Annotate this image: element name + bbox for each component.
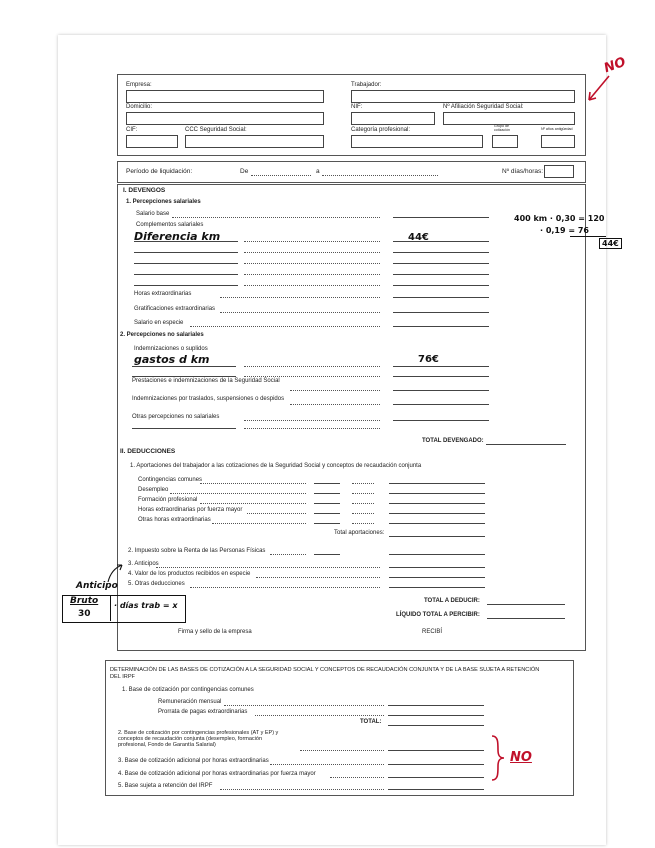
aportaciones-label: 1. Aportaciones del trabajador a las cotizaciones de la Seguridad Social y conceptos de recaudación conjunta [130, 463, 422, 469]
anticipos-dots [156, 567, 380, 568]
deducciones-title: II. DEDUCCIONES [120, 448, 176, 455]
deduccion-item-3-amount[interactable] [389, 513, 485, 514]
irpf-dots [270, 554, 306, 555]
base-item-3-dots [270, 764, 384, 765]
base-item-5-amount[interactable] [388, 789, 484, 790]
antiguedad-field[interactable] [541, 135, 575, 148]
complemento-row-2-amount[interactable] [393, 252, 489, 253]
gratificaciones-label: Gratificaciones extraordinarias [134, 306, 216, 312]
liquido-label: LÍQUIDO TOTAL A PERCIBIR: [396, 612, 480, 618]
bases-total-label: TOTAL: [360, 719, 382, 725]
otras-deducciones-dots [190, 587, 380, 588]
horas-extra-dots [220, 297, 380, 298]
base-item-4: 4. Base de cotización adicional por horas extraordinarias por fuerza mayor [118, 771, 316, 777]
anticipos-label: 3. Anticipos [128, 561, 159, 567]
deduccion-item-2-dots [200, 503, 306, 504]
salario-base-label: Salario base [136, 211, 170, 217]
complemento-row-3-amount[interactable] [393, 263, 489, 264]
handwritten-no-bottom: NO [510, 750, 532, 765]
complemento-row-5-dots [244, 285, 380, 286]
deduccion-item-4-amount[interactable] [389, 523, 485, 524]
handwritten-calc-line2: · 0,19 = 76 [540, 226, 589, 235]
cif-label: CIF: [126, 127, 138, 133]
periodo-a-line[interactable] [322, 175, 438, 176]
nif-label: NIF: [351, 104, 363, 110]
base-item-2-dots [300, 750, 384, 751]
empresa-label: Empresa: [126, 82, 152, 88]
traslados-amount[interactable] [393, 404, 489, 405]
salario-especie-label: Salario en especie [134, 320, 184, 326]
total-devengado-label: TOTAL DEVENGADO: [422, 438, 484, 444]
no-salariales-title: 2. Percepciones no salariales [120, 332, 204, 338]
periodo-a: a [316, 168, 320, 175]
recibi-label: RECIBÍ [422, 629, 443, 635]
handwritten-dias-trab: · días trab = x [114, 601, 178, 610]
remuneracion-dots [224, 705, 384, 706]
periodo-de-line[interactable] [251, 175, 311, 176]
total-devengado-amount[interactable] [486, 444, 566, 445]
firma-label: Firma y sello de la empresa [178, 629, 252, 635]
salario-base-amount[interactable] [393, 217, 489, 218]
trabajador-field[interactable] [351, 90, 575, 103]
indemnizacion-row-1-dots [244, 366, 380, 367]
deduccion-item-2: Formación profesional [138, 497, 198, 503]
handwritten-no-top: NO [602, 54, 628, 77]
remuneracion-label: Remuneración mensual [158, 699, 222, 705]
prestaciones-label: Prestaciones e indemnizaciones de la Seguridad Social [132, 378, 280, 384]
prorrata-label: Prorrata de pagas extraordinarias [158, 709, 248, 715]
dias-field[interactable] [544, 165, 574, 178]
cif-field[interactable] [126, 135, 178, 148]
otras-percepciones-label: Otras percepciones no salariales [132, 414, 220, 420]
salario-base-dots [172, 217, 380, 218]
categoria-label: Categoría profesional: [351, 127, 411, 133]
deduccion-item-3: Horas extraordinarias por fuerza mayor [138, 507, 243, 513]
deduccion-item-4-base [352, 523, 374, 524]
total-deducir-amount[interactable] [487, 604, 565, 605]
nif-field[interactable] [351, 112, 435, 125]
deduccion-item-4: Otras horas extraordinarias [138, 517, 211, 523]
remuneracion-amount[interactable] [388, 705, 484, 706]
complementos-label: Complementos salariales [136, 222, 204, 228]
gratificaciones-amount[interactable] [393, 312, 489, 313]
periodo-label: Período de liquidación: [126, 168, 193, 175]
red-arrow-icon [585, 70, 613, 110]
complemento-row-4-amount[interactable] [393, 274, 489, 275]
deduccion-item-3-base [352, 513, 374, 514]
base-item-3: 3. Base de cotización adicional por horas extraordinarias [118, 758, 269, 764]
indemnizaciones-label: Indemnizaciones o suplidos [134, 346, 208, 352]
deduccion-item-2-base [352, 503, 374, 504]
prestaciones-amount[interactable] [393, 390, 489, 391]
base-item-5: 5. Base sujeta a retención del IRPF [118, 783, 213, 789]
indemnizacion-row-2-dots [244, 376, 380, 377]
complemento-row-4-name[interactable] [134, 274, 238, 275]
deduccion-item-1: Desempleo [138, 487, 169, 493]
horas-extra-amount[interactable] [393, 297, 489, 298]
deduccion-item-1-amount[interactable] [389, 493, 485, 494]
deduccion-item-2-pct[interactable] [314, 503, 340, 504]
indemnizacion-row-1-amount[interactable] [393, 366, 489, 367]
base-item-5-dots [220, 789, 384, 790]
deduccion-item-0-amount[interactable] [389, 483, 485, 484]
afiliacion-label: Nº Afiliación Seguridad Social: [443, 104, 524, 110]
base-item-2-amount[interactable] [388, 750, 484, 751]
handwritten-thirty: 30 [78, 609, 91, 619]
empresa-field[interactable] [126, 90, 324, 103]
antiguedad-label: Nº años antigüedad [541, 127, 573, 131]
base-item-4-amount[interactable] [388, 777, 484, 778]
devengos-title: I. DEVENGOS [123, 187, 166, 194]
liquido-amount[interactable] [487, 618, 565, 619]
bases-total-amount[interactable] [388, 725, 484, 726]
handwritten-bruto: Bruto [70, 596, 99, 606]
handwritten-diferencia-km: Diferencia km [134, 230, 221, 243]
otras-deducciones-amount[interactable] [389, 587, 485, 588]
base-item-2-l3: profesional, Fondo de Garantía Salarial) [118, 742, 216, 748]
deduccion-item-1-base [352, 493, 374, 494]
irpf-label: 2. Impuesto sobre la Renta de las Personas Físicas [128, 548, 266, 554]
handwritten-calc-line1: 400 km · 0,30 = 120 [514, 214, 605, 223]
deduccion-item-1-pct[interactable] [314, 493, 340, 494]
grupo-label: Grupo de cotización [494, 124, 510, 132]
ccc-label: CCC Seguridad Social: [185, 127, 247, 133]
salario-especie-amount[interactable] [393, 326, 489, 327]
base-item-2-l1: 2. Base de cotización por contingencias profesionales (AT y EP) y [118, 730, 279, 736]
bases-title-1: DETERMINACIÓN DE LAS BASES DE COTIZACIÓN A LA SEGURIDAD SOCIAL Y CONCEPTOS DE RECAUDACIÓN CONJUNTA Y DE LA BASE SUJETA A RETENCIÓN [110, 667, 540, 673]
complemento-row-2-dots [244, 252, 380, 253]
deduccion-item-1-dots [170, 493, 306, 494]
categoria-field[interactable] [351, 135, 483, 148]
complemento-row-1-dots [244, 241, 380, 242]
trabajador-label: Trabajador: [351, 82, 382, 88]
total-aportaciones-amount[interactable] [389, 536, 485, 537]
deduccion-item-2-amount[interactable] [389, 503, 485, 504]
complemento-row-5-name[interactable] [134, 285, 238, 286]
valor-productos-dots [256, 577, 380, 578]
complemento-row-4-dots [244, 274, 380, 275]
base-item-3-amount[interactable] [388, 764, 484, 765]
total-aportaciones-label: Total aportaciones: [334, 530, 385, 536]
complemento-row-5-amount[interactable] [393, 285, 489, 286]
base-item-1: 1. Base de cotización por contingencias comunes [122, 687, 254, 693]
deduccion-item-0: Contingencias comunes [138, 477, 203, 483]
handwritten-amount-76: 76€ [418, 354, 439, 365]
bruto-divider [110, 595, 111, 621]
salario-especie-dots [190, 326, 380, 327]
domicilio-field[interactable] [126, 112, 324, 125]
calc-underline [570, 236, 606, 237]
salariales-title: 1. Percepciones salariales [126, 199, 201, 205]
handwritten-anticipo: Anticipo [76, 581, 118, 591]
indemnizacion-row-2-amount[interactable] [393, 376, 489, 377]
otras-percepciones-dots [244, 420, 380, 421]
prorrata-amount[interactable] [388, 715, 484, 716]
domicilio-label: Domicilio: [126, 104, 153, 110]
valor-productos-amount[interactable] [389, 577, 485, 578]
periodo-de: De [240, 168, 249, 175]
handwritten-calc-result: 44€ [599, 238, 622, 249]
traslados-dots [290, 404, 380, 405]
deduccion-item-0-pct[interactable] [314, 483, 340, 484]
deduccion-item-0-base [352, 483, 374, 484]
ccc-field[interactable] [185, 135, 324, 148]
indemnizacion-row-1-name[interactable] [132, 366, 236, 367]
valor-productos-label: 4. Valor de los productos recibidos en especie [128, 571, 251, 577]
base-item-2-l2: conceptos de recaudación conjunta (desempleo, formación [118, 736, 263, 742]
red-brace-icon [488, 734, 506, 782]
traslados-label: Indemnizaciones por traslados, suspensiones o despidos [132, 396, 285, 402]
dias-label: Nº días/horas: [502, 168, 544, 175]
handwritten-amount-44: 44€ [408, 232, 429, 243]
complemento-row-2-name[interactable] [134, 252, 238, 253]
gratificaciones-dots [220, 312, 380, 313]
bases-title-2: DEL IRPF [110, 674, 135, 680]
prestaciones-dots [290, 390, 380, 391]
irpf-pct[interactable] [314, 554, 340, 555]
otras-percepciones-amount[interactable] [393, 420, 489, 421]
horas-extra-label: Horas extraordinarias [134, 291, 192, 297]
anticipo-arrow-icon [106, 562, 126, 584]
base-item-4-dots [330, 777, 384, 778]
deduccion-item-4-dots [212, 523, 306, 524]
handwritten-gastos-km: gastos d km [134, 353, 210, 366]
deduccion-item-0-dots [200, 483, 306, 484]
anticipos-amount[interactable] [389, 567, 485, 568]
deduccion-item-4-pct[interactable] [314, 523, 340, 524]
total-deducir-label: TOTAL A DEDUCIR: [424, 598, 480, 604]
grupo-field[interactable] [492, 135, 518, 148]
deduccion-item-3-pct[interactable] [314, 513, 340, 514]
otras-deducciones-label: 5. Otras deducciones [128, 581, 185, 587]
otras-percepciones-name[interactable] [132, 428, 236, 429]
prorrata-dots [255, 715, 384, 716]
otras-percepciones-dots-2 [244, 428, 380, 429]
complemento-row-3-name[interactable] [134, 263, 238, 264]
indemnizacion-row-2-name[interactable] [132, 376, 236, 377]
complemento-row-3-dots [244, 263, 380, 264]
irpf-amount[interactable] [389, 554, 485, 555]
deduccion-item-3-dots [247, 513, 306, 514]
